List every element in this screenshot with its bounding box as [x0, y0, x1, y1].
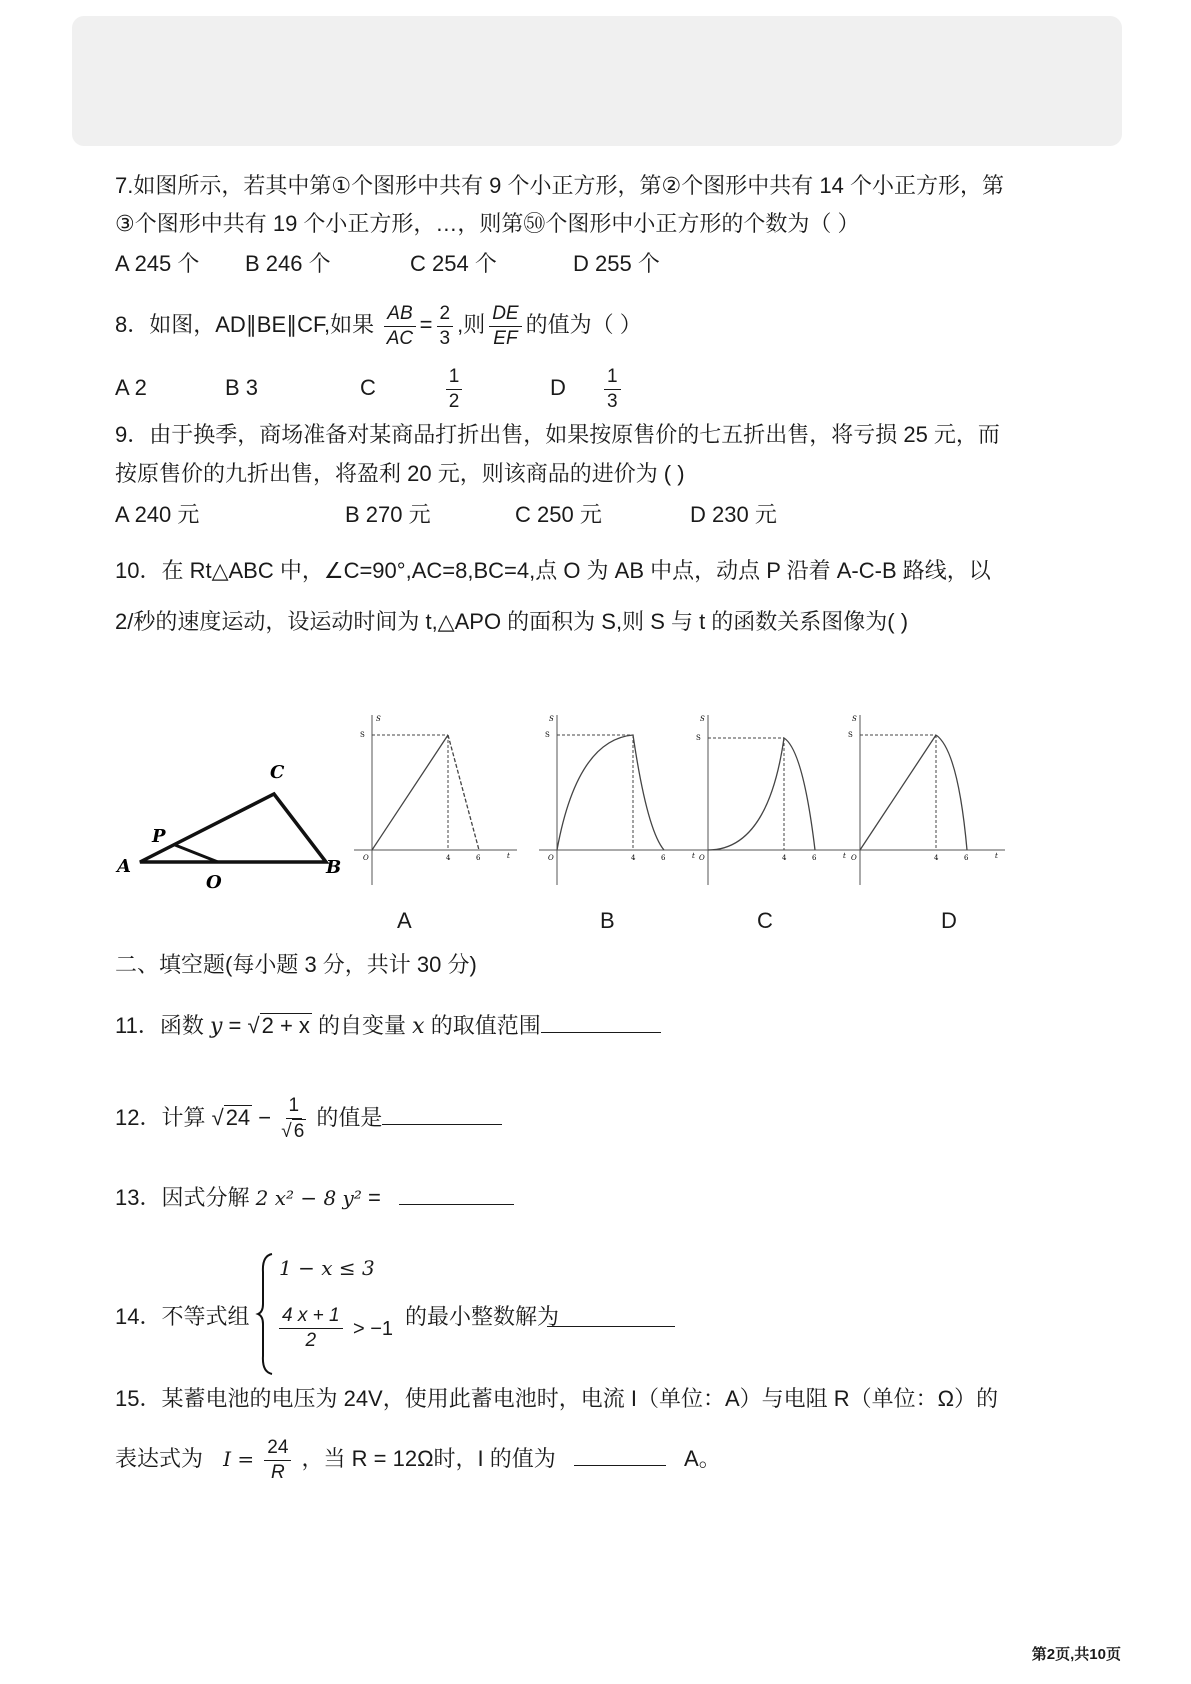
q12-fraction [281, 1094, 306, 1144]
graph-d-t-label: t [995, 852, 998, 860]
q9-options [115, 500, 777, 530]
q11-radicand: 2 + x [261, 1013, 310, 1038]
q11-suffix2: 的取值范围 [430, 1013, 541, 1038]
q8-eq: = [419, 312, 433, 337]
graph-c-origin: O [699, 854, 705, 862]
q15-mid: ，当 R = 12Ω时，I 的值为 [301, 1446, 556, 1471]
graph-d-tick-6: 6 [964, 854, 969, 862]
q8-option-b: B 3 [225, 375, 259, 400]
q7-options [115, 249, 660, 279]
q12-minus: − [258, 1105, 272, 1130]
label-a: A [117, 856, 131, 877]
q7-option-a: A 245 个 [115, 251, 200, 276]
graph-b-s-label: S [549, 715, 554, 723]
q15-prefix: 表达式为 [115, 1446, 204, 1471]
graph-a-t-label: t [507, 852, 510, 860]
q12-suffix: 的值是 [316, 1105, 383, 1130]
q10-line2: 2/秒的速度运动，设运动时间为 t,△APO 的面积为 S,则 S 与 t 的函数关系图像为( ) [115, 609, 909, 634]
q11-sqrt-sign: √ [247, 1013, 260, 1038]
q15-fraction [264, 1436, 291, 1485]
q12-line [115, 1088, 502, 1148]
q9-option-b: B 270 元 [345, 502, 431, 527]
q11-answer-blank[interactable] [541, 1032, 661, 1033]
q8-options [115, 360, 625, 416]
graph-b-s-tick: S [545, 731, 550, 739]
graph-b-tick-6: 6 [661, 854, 666, 862]
graph-c-s-label: S [700, 715, 705, 723]
graph-option-c [688, 710, 858, 890]
q12-den-sqrt-sign: √ [281, 1121, 292, 1143]
q14-num: 4 x + 1 [279, 1304, 343, 1329]
q12-answer-blank[interactable] [382, 1124, 502, 1125]
q8-fraction-2-3 [437, 302, 454, 351]
label-c: C [270, 762, 285, 783]
graph-option-d [840, 710, 1010, 890]
q8-f2-num: 2 [437, 302, 454, 327]
q14-fraction [279, 1304, 343, 1353]
q15-lhs: I = [223, 1447, 255, 1471]
graph-choice-b: B [600, 908, 615, 933]
q14-answer-blank[interactable] [547, 1300, 675, 1327]
graph-c-s-tick: S [696, 734, 701, 742]
q8-option-c: C [360, 375, 376, 400]
q15-line1: 15．某蓄电池的电压为 24V，使用此蓄电池时，电流 I（单位：A）与电阻 R（单位：Ω）的 [115, 1386, 999, 1411]
q11-eq: = [228, 1013, 242, 1038]
graph-choice-c: C [757, 908, 773, 933]
q12-den-radicand: 6 [293, 1121, 305, 1143]
q8-suffix: 的值为（ ） [525, 312, 642, 337]
graph-b-origin: O [548, 854, 554, 862]
segment-po [175, 845, 218, 862]
graph-b-tick-4: 4 [631, 854, 636, 862]
graph-c-curve [708, 738, 815, 850]
graph-b-curve [557, 735, 664, 850]
q7-option-c: C 254 个 [410, 251, 497, 276]
q14-suffix: 的最小整数解为 [405, 1304, 560, 1329]
q11-y: y [209, 1014, 223, 1039]
graph-a-origin: O [363, 854, 369, 862]
graph-d-origin: O [851, 854, 857, 862]
graph-a-fall [448, 735, 479, 850]
q7-line1: 7.如图所示，若其中第①个图形中共有 9 个小正方形，第②个图形中共有 14 个小正方形，第 [115, 173, 1004, 198]
q8-c-num: 1 [446, 365, 463, 390]
q11-x: x [412, 1014, 425, 1039]
q9-option-c: C 250 元 [515, 502, 602, 527]
q14-prefix: 14．不等式组 [115, 1304, 250, 1329]
section-2-heading: 二、填空题(每小题 3 分，共计 30 分) [115, 952, 477, 977]
q9-line1: 9．由于换季，商场准备对某商品打折出售，如果按原售价的七五折出售，将亏损 25 元，而 [115, 422, 1000, 447]
q15-line2 [115, 1427, 721, 1491]
q12-prefix: 12．计算 [115, 1105, 206, 1130]
q14-brace [256, 1252, 276, 1377]
graph-b-t-label: t [692, 852, 695, 860]
q15-num: 24 [264, 1436, 291, 1461]
q13-prefix: 13．因式分解 [115, 1185, 250, 1210]
page-footer: 第2页,共10页 [1031, 1646, 1121, 1663]
graph-d-rise [860, 735, 936, 850]
q9-option-d: D 230 元 [690, 502, 777, 527]
q13-answer-blank[interactable] [399, 1204, 514, 1205]
graph-d-curve [936, 735, 967, 850]
q8-prefix: 8．如图，AD∥BE∥CF,如果 [115, 312, 375, 337]
label-o: O [206, 872, 222, 893]
q15-den: R [270, 1461, 285, 1483]
q10-line1: 10．在 Rt△ABC 中，∠C=90°,AC=8,BC=4,点 O 为 AB 中点，动点 P 沿着 A-C-B 路线，以 [115, 558, 991, 583]
q13-eq: = [367, 1185, 381, 1210]
q11-line [115, 1011, 661, 1042]
q8-f1-den: AC [386, 327, 414, 349]
q12-sqrt-sign: √ [211, 1105, 224, 1130]
q8-f1-num: AB [384, 302, 415, 327]
q8-f3-num: DE [489, 302, 521, 327]
q8-option-c-fraction [414, 365, 494, 414]
q9-line2: 按原售价的九折出售，将盈利 20 元，则该商品的进价为 ( ) [115, 461, 685, 486]
blurred-header [72, 16, 1122, 146]
triangle-figure [110, 740, 342, 893]
graph-a-s-label: S [376, 715, 381, 723]
q8-fraction-de-ef [489, 302, 521, 351]
graph-a-rise [372, 735, 448, 850]
triangle-abc [140, 794, 326, 862]
q8-option-d-fraction [604, 365, 621, 414]
q12-den [281, 1119, 306, 1144]
q8-d-den: 3 [607, 390, 618, 412]
q8-f3-den: EF [493, 327, 518, 349]
q8-c-den: 2 [448, 390, 460, 412]
graph-c-tick-6: 6 [812, 854, 817, 862]
graph-a-tick-4: 4 [446, 854, 451, 862]
graph-a-s-tick: S [360, 731, 365, 739]
graph-choice-a: A [397, 908, 412, 933]
q14-block [115, 1250, 735, 1380]
q11-prefix: 11．函数 [115, 1013, 204, 1038]
graph-d-s-tick: S [848, 731, 853, 739]
q8-line [115, 300, 642, 351]
q8-d-num: 1 [604, 365, 621, 390]
q15-unit: A。 [684, 1446, 721, 1471]
label-b: B [326, 857, 342, 878]
q11-suffix: 的自变量 [318, 1013, 407, 1038]
graph-a-tick-6: 6 [476, 854, 481, 862]
label-p: P [152, 826, 166, 847]
graph-option-a [352, 710, 522, 890]
graph-d-s-label: S [852, 715, 857, 723]
q14-ineq1: 1 − x ≤ 3 [279, 1256, 375, 1280]
graph-option-b [537, 710, 707, 890]
q8-option-d: D [550, 375, 566, 400]
q13-expr: 2 x² − 8 y² [255, 1186, 362, 1210]
q7-option-d: D 255 个 [573, 251, 660, 276]
q12-num: 1 [286, 1094, 303, 1119]
graph-choice-d: D [941, 908, 957, 933]
q7-line2: ③个图形中共有 19 个小正方形，…，则第㊿个图形中小正方形的个数为（ ） [115, 211, 860, 236]
q15-answer-blank[interactable] [574, 1465, 666, 1466]
q8-fraction-ab-ac [384, 302, 415, 351]
q14-den: 2 [305, 1330, 317, 1351]
graph-c-t-label: t [843, 852, 846, 860]
graph-c-tick-4: 4 [782, 854, 787, 862]
q14-rel: > −1 [353, 1318, 394, 1340]
q13-line [115, 1183, 514, 1213]
q12-radicand: 24 [225, 1105, 251, 1130]
q8-f2-den: 3 [439, 327, 451, 349]
q9-option-a: A 240 元 [115, 502, 200, 527]
q7-option-b: B 246 个 [245, 251, 331, 276]
q8-option-a: A 2 [115, 375, 147, 400]
q8-mid: ,则 [457, 312, 486, 337]
graph-d-tick-4: 4 [934, 854, 939, 862]
